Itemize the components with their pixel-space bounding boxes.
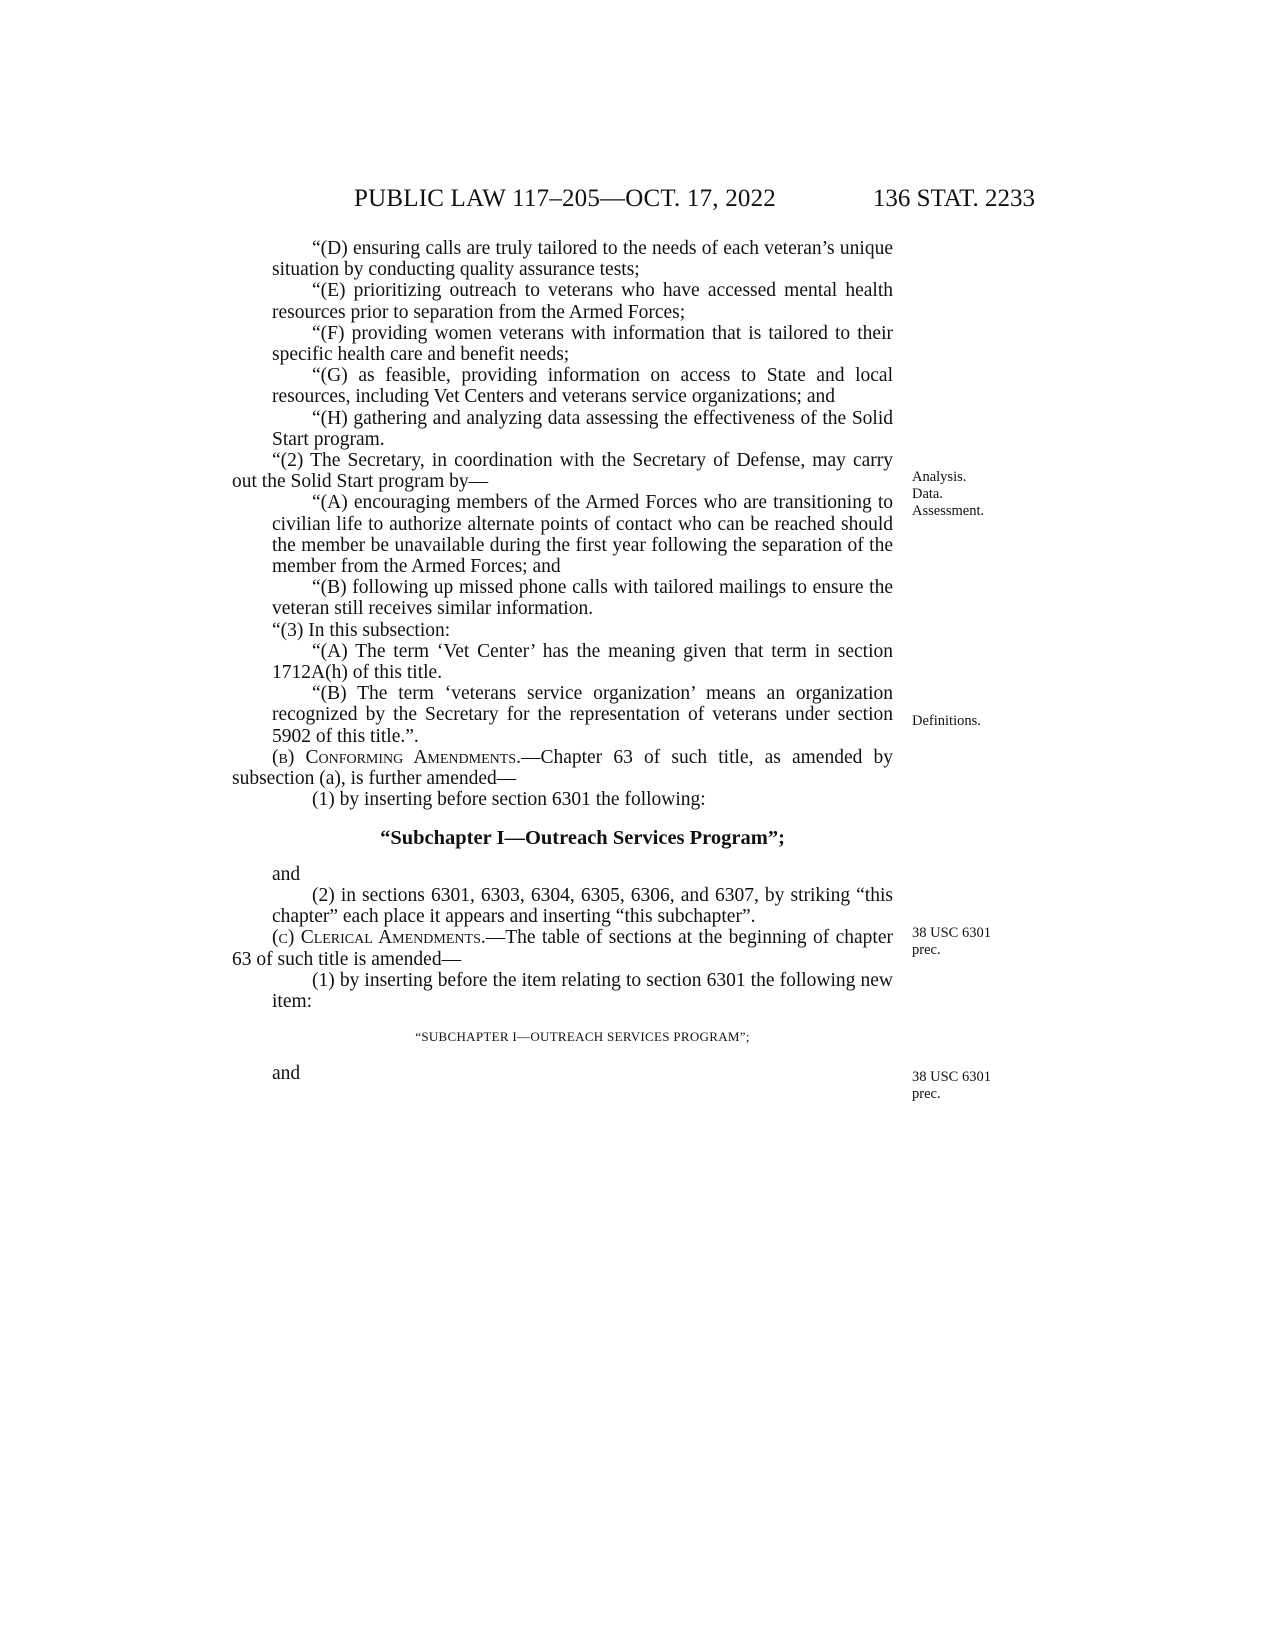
paragraph-2a: “(A) encouraging members of the Armed Forces who are transitioning to civilian life to authorize alternate points of contact who can be reached should the member be unavailable during the first year following the separation of the member from the Armed Forces; and [272, 492, 893, 578]
paragraph-f: “(F) providing women veterans with information that is tailored to their specific health care and benefit needs; [272, 322, 893, 366]
paragraph-3a: “(A) The term ‘Vet Center’ has the meaning given that term in section 1712A(h) of this title. [272, 640, 893, 684]
paragraph-h: “(H) gathering and analyzing data assessing the effectiveness of the Solid Start program. [272, 407, 893, 450]
table-of-sections-item: “SUBCHAPTER I—OUTREACH SERVICES PROGRAM”; [415, 1029, 750, 1045]
paragraph-2: “(2) The Secretary, in coordination with the Secretary of Defense, may carry out the Solid Start program by— [232, 450, 893, 493]
margin-note-usc-2 [912, 1069, 991, 1103]
margin-note-definitions [912, 713, 981, 730]
margin-note-line: Definitions. [912, 713, 981, 729]
paragraph-b [232, 747, 893, 789]
paragraph-3b: “(B) The term ‘veterans service organization’ means an organization recognized by the Secretary for the representation of veterans under section 5902 of this title.”. [272, 683, 893, 747]
connector-and-2: and [272, 1063, 301, 1085]
subsection-b-text: —Chapter 63 of such title, as amended by subsection (a), is further amended— [232, 746, 893, 790]
margin-note-line: Analysis. [912, 469, 967, 485]
paragraph-c1: (1) by inserting before the item relating to section 6301 the following new item: [272, 969, 893, 1012]
running-header-law: PUBLIC LAW 117–205—OCT. 17, 2022 [354, 185, 776, 212]
margin-note-line: Assessment. [912, 503, 985, 519]
connector-and-1: and [272, 863, 301, 885]
paragraph-3: “(3) In this subsection: [272, 619, 451, 641]
subsection-c-heading: (c) Clerical Amendments. [272, 927, 486, 949]
paragraph-b2: (2) in sections 6301, 6303, 6304, 6305, 6306, and 6307, by striking “this chapter” each place it appears and inserting “this subchapter”. [272, 884, 893, 928]
paragraph-c [232, 927, 893, 969]
margin-note-line: 38 USC 6301 [912, 925, 991, 941]
paragraph-g: “(G) as feasible, providing information on access to State and local resources, including Vet Centers and veterans service organizations; and [272, 365, 893, 408]
subsection-b-heading: (b) Conforming Amendments. [272, 746, 521, 768]
paragraph-d: “(D) ensuring calls are truly tailored to the needs of each veteran’s unique situation by conducting quality assurance tests; [272, 238, 893, 281]
subsection-c-text: —The table of sections at the beginning of chapter 63 of such title is amended— [232, 927, 893, 970]
paragraph-e: “(E) prioritizing outreach to veterans who have accessed mental health resources prior to separation from the Armed Forces; [272, 280, 893, 323]
body-text [232, 238, 893, 1085]
paragraph-b1: (1) by inserting before section 6301 the following: [312, 789, 706, 811]
margin-note-line: prec. [912, 942, 941, 958]
subchapter-heading: “Subchapter I—Outreach Services Program”; [380, 827, 785, 850]
margin-note-line: prec. [912, 1086, 941, 1102]
margin-note-line: 38 USC 6301 [912, 1069, 991, 1085]
running-header-stat: 136 STAT. 2233 [872, 185, 1035, 212]
margin-note-line: Data. [912, 486, 943, 502]
margin-note-usc-1 [912, 925, 991, 959]
margin-note-analysis [912, 469, 984, 520]
paragraph-2b: “(B) following up missed phone calls with tailored mailings to ensure the veteran still receives similar information. [272, 577, 893, 620]
